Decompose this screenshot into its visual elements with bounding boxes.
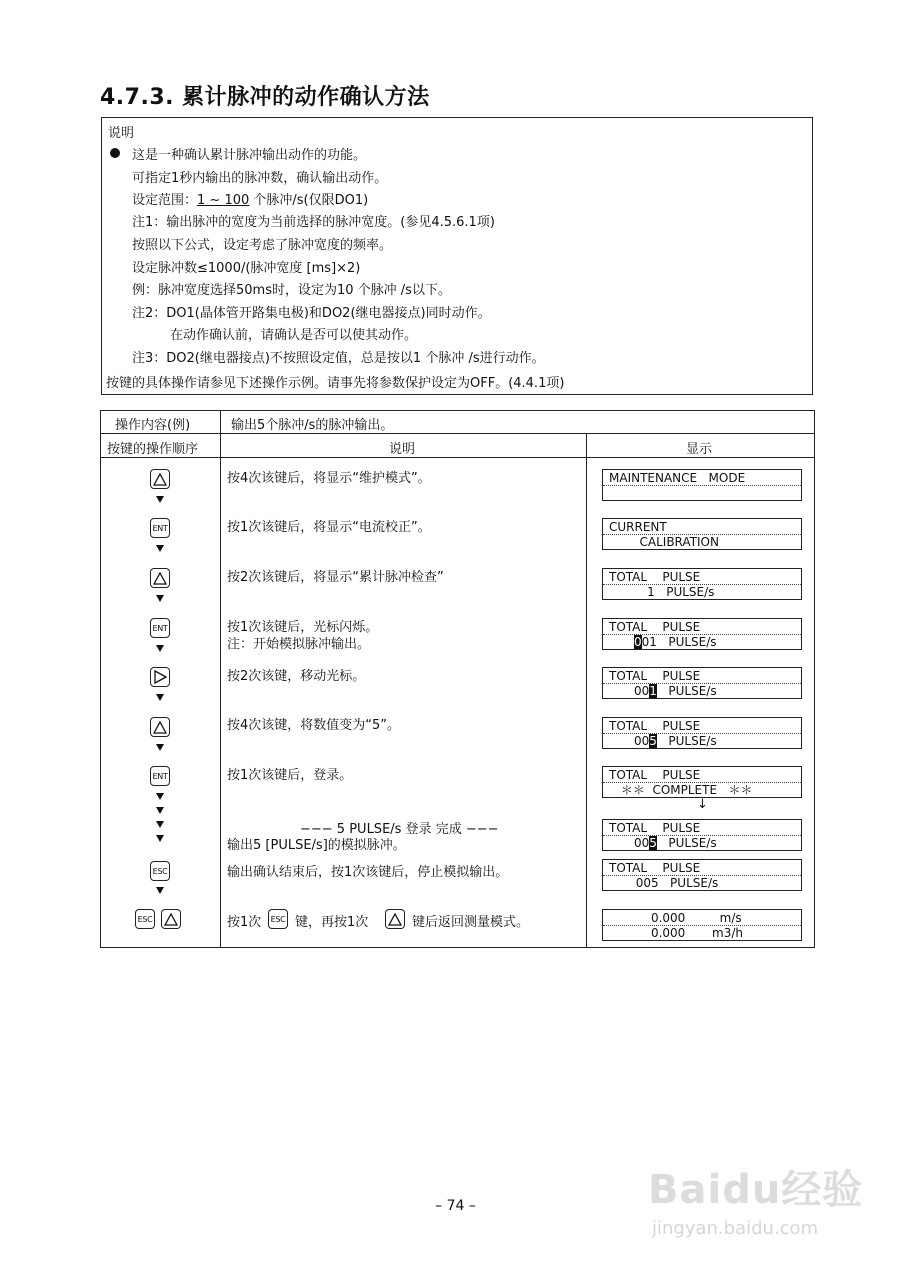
cursor: 5 — [649, 734, 657, 748]
down-arrow-icon — [156, 545, 164, 552]
down-arrow-text: ↓ — [697, 797, 708, 812]
lcd-display: 0.000 m/s 0.000 m3/h — [602, 909, 802, 941]
down-arrow-icon — [156, 496, 164, 503]
desc-line: 设定范围：1 ~ 100 个脉冲/s(仅限DO1) — [132, 193, 369, 208]
up-key-icon — [150, 717, 170, 737]
desc-line: 按照以下公式，设定考虑了脉冲宽度的频率。 — [132, 238, 393, 253]
example-label: 操作内容(例) — [115, 418, 191, 433]
down-arrow-icon — [156, 821, 164, 828]
down-arrow-icon — [156, 595, 164, 602]
lcd-display: TOTAL PULSE ＊＊ COMPLETE ＊＊ — [602, 766, 802, 798]
up-key-icon — [161, 909, 181, 929]
watermark-logo: Baidu经验 — [648, 1167, 864, 1213]
esc-key-icon: ESC — [150, 861, 170, 881]
description-heading: 说明 — [108, 126, 135, 141]
lcd-display: CURRENT CALIBRATION — [602, 518, 802, 550]
page-number: – 74 – — [435, 1198, 476, 1214]
desc-line: 例：脉冲宽度选择50ms时，设定为10 个脉冲 /s以下。 — [132, 283, 451, 298]
lcd-display: TOTAL PULSE 005 PULSE/s — [602, 717, 802, 749]
description-box — [101, 117, 813, 395]
step-desc: 键，再按1次 — [295, 915, 369, 930]
step-desc: −−− 5 PULSE/s 登录 完成 −−− — [300, 822, 499, 837]
col-header-keys: 按键的操作顺序 — [107, 442, 199, 457]
col-header-desc: 说明 — [389, 442, 416, 457]
right-key-icon — [150, 667, 170, 687]
step-desc: 按1次该键后，登录。 — [227, 768, 353, 783]
down-arrow-icon — [156, 793, 164, 800]
step-desc: 键后返回测量模式。 — [412, 915, 530, 930]
desc-line: 注2：DO1(晶体管开路集电极)和DO2(继电器接点)同时动作。 — [132, 306, 491, 321]
step-desc: 按1次该键后，光标闪烁。 — [227, 620, 379, 635]
down-arrow-icon — [156, 645, 164, 652]
example-text: 输出5个脉冲/s的脉冲输出。 — [231, 418, 394, 433]
down-arrow-icon — [156, 694, 164, 701]
desc-line: 可指定1秒内输出的脉冲数，确认输出动作。 — [132, 171, 388, 186]
up-key-icon — [150, 469, 170, 489]
esc-key-icon: ESC — [268, 909, 288, 929]
step-desc: 按4次该键后，将显示“维护模式”。 — [227, 471, 431, 486]
step-note: 输出5 [PULSE/s]的模拟脉冲。 — [227, 838, 406, 853]
down-arrow-icon — [156, 744, 164, 751]
step-desc: 按1次该键后，将显示“电流校正”。 — [227, 520, 431, 535]
step-desc: 按4次该键，将数值变为“5”。 — [227, 718, 401, 733]
lcd-display: TOTAL PULSE 005 PULSE/s — [602, 819, 802, 851]
cursor: 1 — [649, 684, 657, 698]
watermark-url: jingyan.baidu.com — [652, 1218, 819, 1239]
lcd-display: MAINTENANCE MODE — [602, 469, 802, 501]
desc-line: 设定脉冲数≤1000/(脉冲宽度 [ms]×2) — [132, 261, 361, 276]
desc-line: 按键的具体操作请参见下述操作示例。请事先将参数保护设定为OFF。(4.4.1项) — [106, 376, 565, 391]
desc-line: 这是一种确认累计脉冲输出动作的功能。 — [132, 148, 367, 163]
desc-line: 注3：DO2(继电器接点)不按照设定值，总是按以1 个脉冲 /s进行动作。 — [132, 351, 545, 366]
lcd-display: TOTAL PULSE 005 PULSE/s — [602, 859, 802, 891]
step-desc: 按2次该键后，将显示“累计脉冲检查” — [227, 570, 444, 585]
operation-table — [100, 410, 815, 948]
cursor: 5 — [649, 836, 657, 850]
lcd-display: TOTAL PULSE 1 PULSE/s — [602, 568, 802, 600]
up-key-icon — [385, 909, 405, 929]
ent-key-icon: ENT — [150, 766, 170, 786]
step-note: 注：开始模拟脉冲输出。 — [227, 637, 371, 652]
desc-line: 在动作确认前，请确认是否可以使其动作。 — [170, 328, 418, 343]
down-arrow-icon — [156, 807, 164, 814]
ent-key-icon: ENT — [150, 618, 170, 638]
up-key-icon — [150, 568, 170, 588]
col-header-display: 显示 — [686, 442, 713, 457]
down-arrow-icon — [156, 835, 164, 842]
cursor: 0 — [634, 635, 642, 649]
ent-key-icon: ENT — [150, 518, 170, 538]
desc-line: 注1：输出脉冲的宽度为当前选择的脉冲宽度。(参见4.5.6.1项) — [132, 215, 495, 230]
section-title: 4.7.3. 累计脉冲的动作确认方法 — [100, 85, 430, 110]
esc-key-icon: ESC — [135, 909, 155, 929]
lcd-display: TOTAL PULSE 001 PULSE/s — [602, 618, 802, 650]
down-arrow-icon — [156, 887, 164, 894]
step-desc: 输出确认结束后，按1次该键后，停止模拟输出。 — [227, 865, 509, 880]
step-desc: 按1次 — [227, 915, 262, 930]
step-desc: 按2次该键，移动光标。 — [227, 669, 366, 684]
lcd-display: TOTAL PULSE 001 PULSE/s — [602, 667, 802, 699]
bullet-icon — [110, 148, 120, 158]
